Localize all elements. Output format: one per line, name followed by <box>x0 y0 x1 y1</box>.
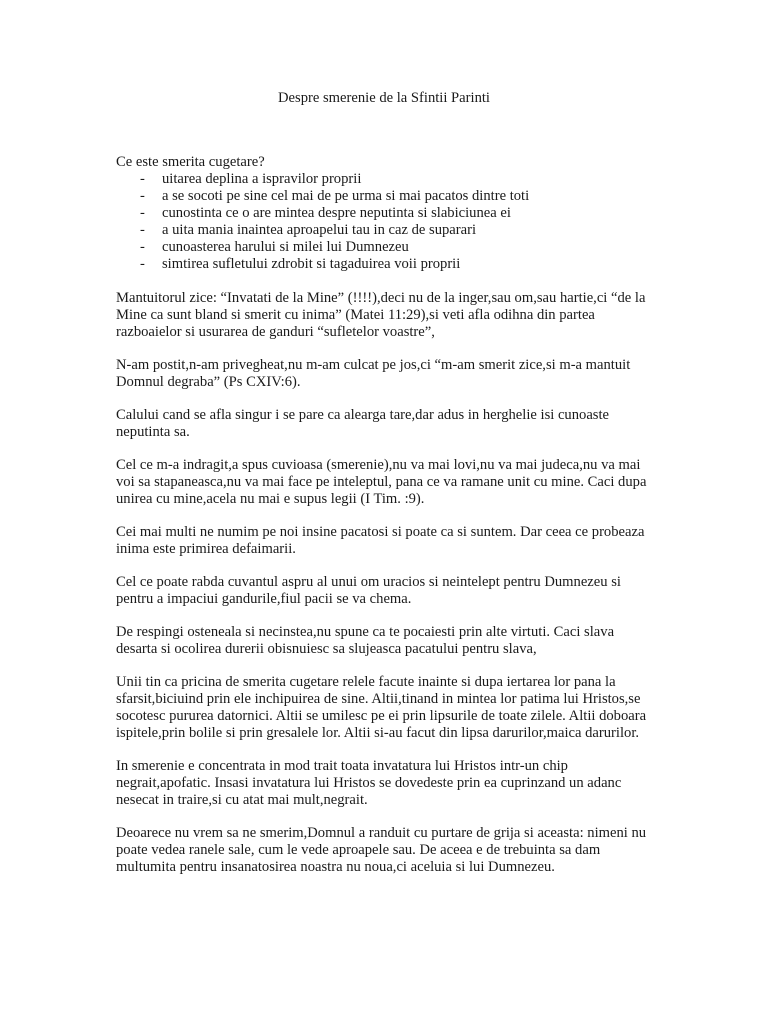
list-item-text: cunoasterea harului si milei lui Dumnezeu <box>162 239 409 255</box>
list-item-text: cunostinta ce o are mintea despre neputinta si slabiciunea ei <box>162 205 511 221</box>
list-item-text: simtirea sufletului zdrobit si tagaduirea voii proprii <box>162 256 461 272</box>
list-item <box>116 256 656 273</box>
list-item <box>116 171 656 188</box>
list-item-text: a se socoti pe sine cel mai de pe urma si mai pacatos dintre toti <box>162 188 530 204</box>
paragraph-cel-ce-m-a-indragit: Cel ce m-a indragit,a spus cuvioasa (smerenie),nu va mai lovi,nu va mai judeca,nu va mai voi sa stapaneasca,nu va mai face pe inteleptul, pana ce va ramane unit cu mine. Caci dupa unirea cu mine,acela nu mai e supus legii (I Tim. :9). <box>116 457 647 507</box>
list-item-text: a uita mania inaintea aproapelui tau in caz de suparari <box>162 222 477 238</box>
paragraph-n-am-postit: N-am postit,n-am privegheat,nu m-am culcat pe jos,ci “m-am smerit zice,si m-a mantuit Domnul degraba” (Ps CXIV:6). <box>116 357 631 390</box>
document-title: Despre smerenie de la Sfintii Parinti <box>278 90 490 106</box>
question-heading: Ce este smerita cugetare? <box>116 154 265 170</box>
list-item <box>116 205 656 222</box>
definition-list <box>116 171 656 273</box>
paragraph-unii-tin: Unii tin ca pricina de smerita cugetare relele facute inainte si dupa iertarea lor pana la sfarsit,biciuind prin ele inchipuirea de sine. Altii,tinand in mintea lor patima lui Hristos,se socotesc pururea datornici. Altii se umilesc pe ei prin lipsurile de toate zilele. Altii doboara ispitele,prin bolile si prin gresalele lor. Altii si-au facut din lipsa darurilor,maica darurilor. <box>116 674 647 741</box>
paragraph-calului: Calului cand se afla singur i se pare ca alearga tare,dar adus in herghelie isi cunoaste neputinta sa. <box>116 407 610 440</box>
list-item <box>116 222 656 239</box>
list-item-text: uitarea deplina a ispravilor proprii <box>162 171 362 187</box>
list-dash: - <box>140 171 145 187</box>
paragraph-cei-mai-multi: Cei mai multi ne numim pe noi insine pacatosi si poate ca si suntem. Dar ceea ce probeaza inima este primirea defaimarii. <box>116 524 645 557</box>
list-dash: - <box>140 188 145 204</box>
paragraph-de-respingi: De respingi osteneala si necinstea,nu spune ca te pocaiesti prin alte virtuti. Caci slava desarta si ocolirea durerii obisnuiesc sa slujeasca pacatului pentru slava, <box>116 624 615 657</box>
paragraph-mantuitorul: Mantuitorul zice: “Invatati de la Mine” (!!!!),deci nu de la inger,sau om,sau hartie,ci “de la Mine ca sunt bland si smerit cu inima” (Matei 11:29),si veti afla odihna din partea razboaielor si usurarea de ganduri “sufletelor voastre”, <box>116 290 646 340</box>
list-dash: - <box>140 205 145 221</box>
paragraph-cel-ce-poate-rabda: Cel ce poate rabda cuvantul aspru al unui om uracios si neintelept pentru Dumnezeu si pentru a impaciui gandurile,fiul pacii se va chema. <box>116 574 621 607</box>
paragraph-in-smerenie: In smerenie e concentrata in mod trait toata invatatura lui Hristos intr-un chip negrait,apofatic. Insasi invatatura lui Hristos se dovedeste prin ea cuprinzand un adanc nesecat in traire,si cu atat mai mult,negrait. <box>116 758 622 808</box>
list-item <box>116 188 656 205</box>
list-dash: - <box>140 256 145 272</box>
list-dash: - <box>140 222 145 238</box>
list-dash: - <box>140 239 145 255</box>
paragraph-deoarece: Deoarece nu vrem sa ne smerim,Domnul a randuit cu purtare de grija si aceasta: nimeni nu poate vedea ranele sale, cum le vede aproapele sau. De aceea e de trebuinta sa dam multumita pentru insanatosirea noastra nu noua,ci aceluia si lui Dumnezeu. <box>116 825 647 875</box>
document-body <box>116 154 656 876</box>
list-item <box>116 239 656 256</box>
